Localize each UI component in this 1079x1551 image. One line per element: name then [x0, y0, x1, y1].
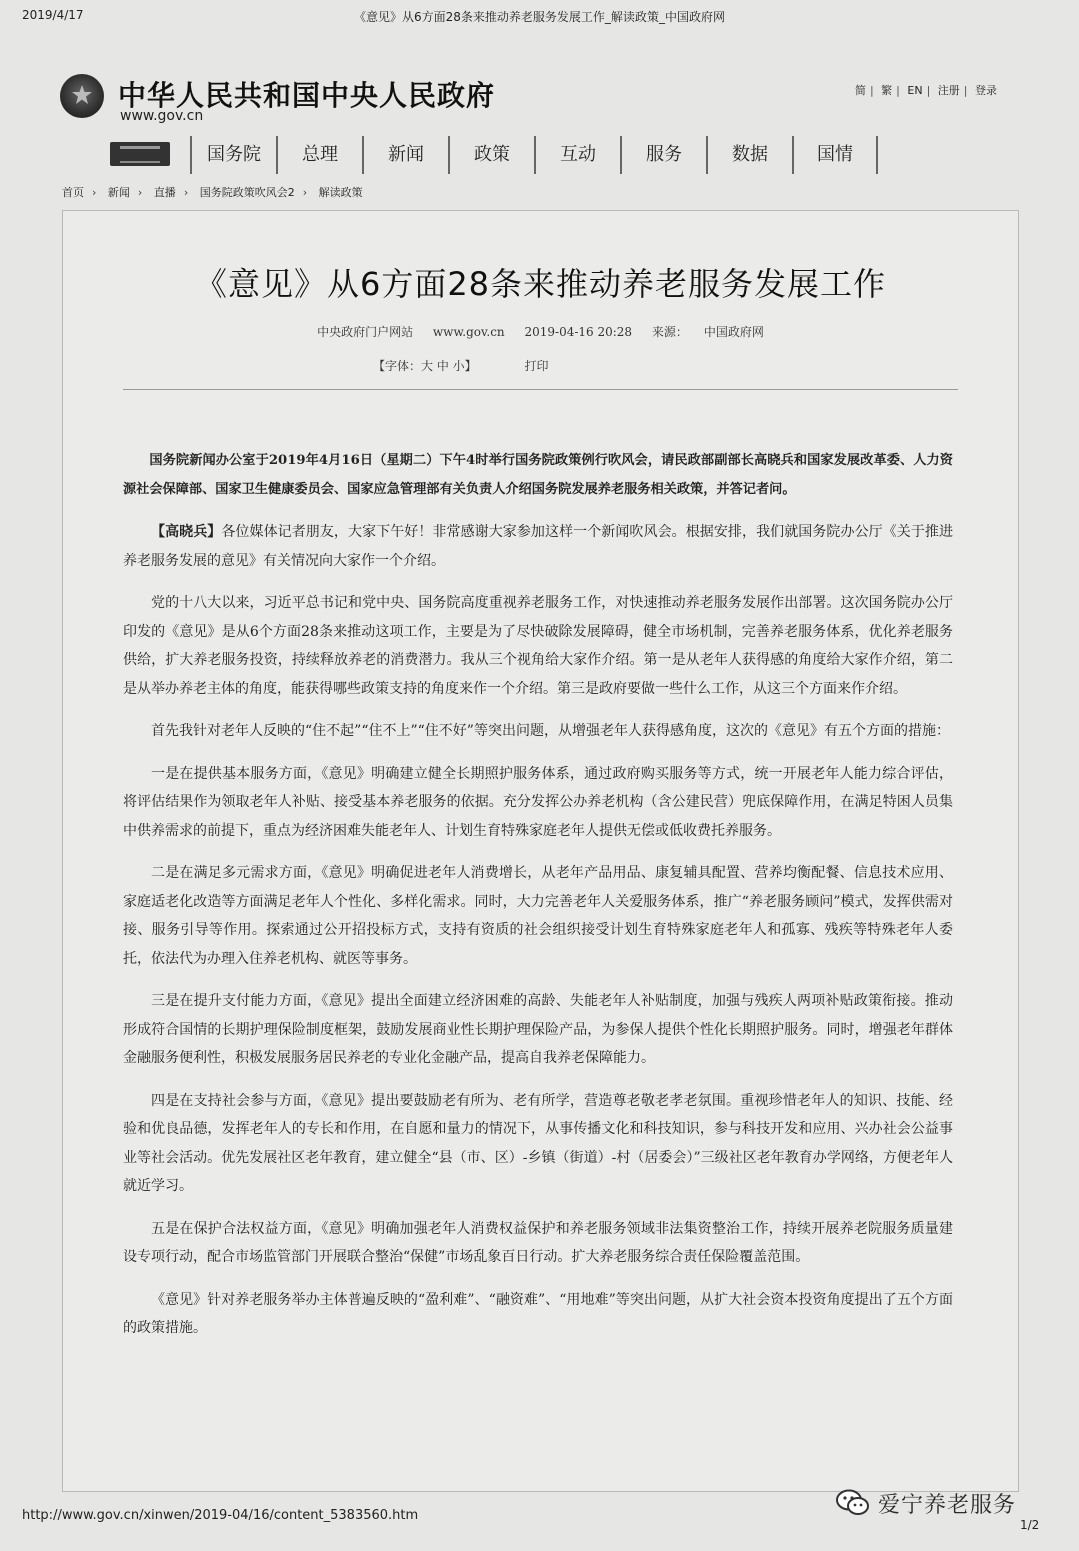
nav-item-policy[interactable]: 政策 — [448, 136, 534, 174]
nav-item-data[interactable]: 数据 — [706, 136, 792, 174]
site-header — [60, 70, 1020, 130]
main-nav — [110, 136, 910, 174]
login-link[interactable]: 登录 — [975, 84, 997, 97]
lang-simplified-link[interactable]: 简 — [854, 84, 866, 97]
print-footer-url: http://www.gov.cn/xinwen/2019-04/16/content_5383560.htm — [22, 1508, 419, 1523]
article-paragraph: 五是在保护合法权益方面，《意见》明确加强老年人消费权益保护和养老服务领域非法集资整治工作，持续开展养老院服务质量建设专项行动，配合市场监管部门开展联合整治“保健”市场乱象百日行动。扩大养老服务综合责任保险覆盖范围。 — [123, 1220, 953, 1265]
separator: | — [869, 84, 874, 97]
article-paragraph: 党的十八大以来，习近平总书记和党中央、国务院高度重视养老服务工作，对快速推动养老服务发展作出部署。这次国务院办公厅印发的《意见》是从6个方面28条来推动这项工作，主要是为了尽快破除发展障碍，健全市场机制，完善养老服务体系，优化养老服务供给，扩大养老服务投资，持续释放养老的消费潜力。我从三个视角给大家作介绍。第一是从老年人获得感的角度给大家作介绍，第二是从举办养老主体的角度，能获得哪些政策支持的角度来作一个介绍。第三是政府要做一些什么工作，从这三个方面来作介绍。 — [123, 595, 953, 697]
print-header — [0, 6, 1079, 28]
article-intro: 国务院新闻办公室于2019年4月16日（星期二）下午4时举行国务院政策例行吹风会，请民政部副部长高晓兵和国家发展改革委、人力资源社会保障部、国家卫生健康委员会、国家应急管理部有关负责人介绍国务院发展养老服务相关政策，并答记者问。 — [123, 453, 953, 497]
nav-item-national-info[interactable]: 国情 — [792, 136, 878, 174]
breadcrumb-news[interactable]: 新闻 — [107, 186, 130, 199]
article-site: www.gov.cn — [432, 325, 505, 339]
watermark-text: 爱宁养老服务 — [878, 1492, 1017, 1518]
page-number: 1/2 — [1020, 1518, 1040, 1532]
article-from-label: 来源： — [651, 325, 688, 339]
font-size-control[interactable]: 【字体：大 中 小】 — [373, 359, 477, 373]
print-date: 2019/4/17 — [22, 8, 84, 22]
divider — [123, 389, 958, 390]
article-paragraph: 首先我针对老年人反映的“住不起”“住不上”“住不好”等突出问题，从增强老年人获得感角度，这次的《意见》有五个方面的措施： — [151, 723, 950, 739]
nav-item-services[interactable]: 服务 — [620, 136, 706, 174]
article-source: 中央政府门户网站 — [317, 325, 414, 339]
tiananmen-logo-icon[interactable] — [110, 142, 170, 166]
article-from: 中国政府网 — [703, 325, 764, 339]
breadcrumb-briefing[interactable]: 国务院政策吹风会2 — [199, 186, 295, 199]
chevron-right-icon: › — [92, 186, 97, 199]
article-paragraph: 四是在支持社会参与方面，《意见》提出要鼓励老有所为、老有所学，营造尊老敬老孝老氛围。重视珍惜老年人的知识、技能、经验和优良品德，发挥老年人的专长和作用，在自愿和量力的情况下，从事传播文化和科技知识，参与科技开发和应用、兴办社会公益事业等社会活动。优先发展社区老年教育，建立健全“县（市、区）-乡镇（街道）-村（居委会）”三级社区老年教育办学网络，方便老年人就近学习。 — [123, 1092, 953, 1194]
national-emblem-icon[interactable] — [60, 74, 104, 118]
nav-item-state-council[interactable]: 国务院 — [190, 136, 276, 174]
article-paragraph: 一是在提供基本服务方面，《意见》明确建立健全长期照护服务体系，通过政府购买服务等方式，统一开展老年人能力综合评估，将评估结果作为领取老年人补贴、接受基本养老服务的依据。充分发挥公办养老机构（含公建民营）兜底保障作用，在满足特困人员集中供养需求的前提下，重点为经济困难失能老年人、计划生育特殊家庭老年人提供无偿或低收费托养服务。 — [123, 765, 953, 839]
language-links — [852, 82, 1000, 98]
paragraph-text: 各位媒体记者朋友，大家下午好！非常感谢大家参加这样一个新闻吹风会。根据安排，我们就国务院办公厅《关于推进养老服务发展的意见》有关情况向大家作一个介绍。 — [123, 524, 953, 569]
chevron-right-icon: › — [183, 186, 189, 199]
chevron-right-icon: › — [137, 186, 143, 199]
separator: | — [963, 84, 968, 97]
print-button[interactable]: 打印 — [524, 359, 549, 373]
breadcrumb-home[interactable]: 首页 — [62, 186, 84, 199]
watermark — [836, 1486, 1016, 1520]
separator: | — [896, 84, 900, 97]
print-page-title: 《意见》从6方面28条来推动养老服务发展工作_解读政策_中国政府网 — [354, 10, 725, 24]
article-paragraph: 二是在满足多元需求方面，《意见》明确促进老年人消费增长，从老年产品用品、康复辅具配置、营养均衡配餐、信息技术应用、家庭适老化改造等方面满足老年人个性化、多样化需求。同时，大力完善老年人关爱服务体系，推广“养老服务顾问”模式，发挥供需对接、服务引导等作用。探索通过公开招投标方式，支持有资质的社会组织接受计划生育特殊家庭老年人和孤寡、残疾等特殊老年人委托，依法代为办理入住养老机构、就医等事务。 — [123, 865, 953, 967]
wechat-icon — [836, 1489, 870, 1517]
chevron-right-icon: › — [302, 186, 308, 199]
nav-item-premier[interactable]: 总理 — [276, 136, 362, 174]
article-paragraph: 《意见》针对养老服务举办主体普遍反映的“盈利难”、“融资难”、“用地难”等突出问题，从扩大社会资本投资角度提出了五个方面的政策措施。 — [123, 1291, 953, 1336]
nav-item-interaction[interactable]: 互动 — [534, 136, 620, 174]
lang-traditional-link[interactable]: 繁 — [881, 84, 893, 97]
separator: | — [926, 84, 931, 97]
nav-items — [190, 136, 878, 174]
breadcrumb-live[interactable]: 直播 — [153, 186, 176, 199]
breadcrumb-current[interactable]: 解读政策 — [318, 186, 363, 199]
breadcrumb — [62, 184, 371, 200]
article-title: 《意见》从6方面28条来推动养老服务发展工作 — [194, 265, 887, 303]
article-tools — [373, 357, 548, 374]
site-domain: www.gov.cn — [120, 108, 204, 124]
article-datetime: 2019-04-16 20:28 — [524, 325, 633, 339]
site-title[interactable]: 中华人民共和国中央人民政府 — [118, 79, 496, 112]
article-container — [62, 210, 1019, 1492]
nav-item-news[interactable]: 新闻 — [362, 136, 448, 174]
speaker-label: 【高晓兵】 — [151, 524, 222, 540]
register-link[interactable]: 注册 — [937, 84, 960, 97]
article-body — [123, 447, 953, 1357]
article-paragraph: 三是在提升支付能力方面，《意见》提出全面建立经济困难的高龄、失能老年人补贴制度，加强与残疾人两项补贴政策衔接。推动形成符合国情的长期护理保险制度框架，鼓励发展商业性长期护理保险产品，为参保人提供个性化长期照护服务。同时，增强老年群体金融服务便利性，积极发展服务居民养老的专业化金融产品，提高自我养老保障能力。 — [123, 993, 953, 1066]
lang-english-link[interactable]: EN — [907, 84, 923, 97]
article-meta — [63, 323, 1018, 340]
article-paragraph — [123, 518, 953, 575]
